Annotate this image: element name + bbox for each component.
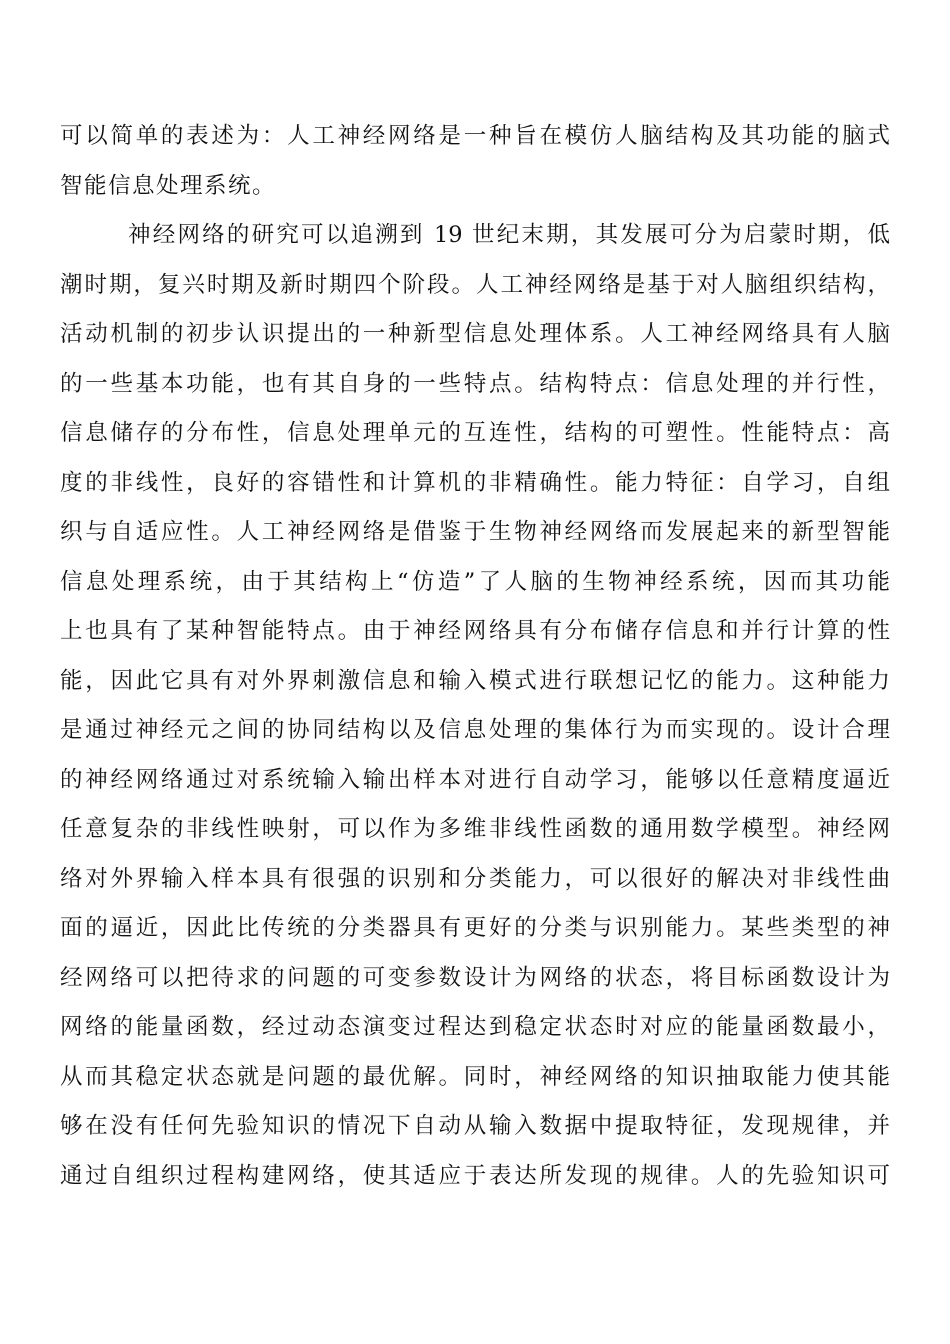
text-line: 从而其稳定状态就是问题的最优解。同时，神经网络的知识抽取能力使其能: [60, 1063, 890, 1090]
text-line: 神经网络的研究可以追溯到 19 世纪末期，其发展可分为启蒙时期，低: [128, 222, 890, 248]
text-line: 够在没有任何先验知识的情况下自动从输入数据中提取特征，发现规律，并: [60, 1113, 890, 1139]
text-line: 是通过神经元之间的协同结构以及信息处理的集体行为而实现的。设计合理: [60, 717, 890, 743]
text-line: 网络的能量函数，经过动态演变过程达到稳定状态时对应的能量函数最小，: [60, 1014, 890, 1040]
text-line: 的神经网络通过对系统输入输出样本对进行自动学习，能够以任意精度逼近: [60, 766, 890, 793]
text-line: 智能信息处理系统。: [60, 172, 277, 199]
text-line: 上也具有了某种智能特点。由于神经网络具有分布储存信息和并行计算的性: [60, 618, 890, 644]
text-line: 的一些基本功能，也有其自身的一些特点。结构特点：信息处理的并行性，: [60, 370, 890, 397]
text-line: 信息处理系统，由于其结构上“仿造”了人脑的生物神经系统，因而其功能: [60, 568, 890, 595]
text-line: 信息储存的分布性，信息处理单元的互连性，结构的可塑性。性能特点：高: [60, 420, 890, 446]
text-line: 度的非线性，良好的容错性和计算机的非精确性。能力特征：自学习，自组: [60, 469, 890, 496]
text-line: 通过自组织过程构建网络，使其适应于表达所发现的规律。人的先验知识可: [60, 1162, 890, 1189]
text-line: 经网络可以把待求的问题的可变参数设计为网络的状态，将目标函数设计为: [60, 964, 890, 991]
text-line: 能，因此它具有对外界刺激信息和输入模式进行联想记忆的能力。这种能力: [60, 667, 890, 694]
text-line: 络对外界输入样本具有很强的识别和分类能力，可以很好的解决对非线性曲: [60, 865, 890, 892]
text-line: 可以简单的表述为：人工神经网络是一种旨在模仿人脑结构及其功能的脑式: [60, 123, 890, 149]
text-line: 任意复杂的非线性映射，可以作为多维非线性函数的通用数学模型。神经网: [60, 816, 890, 842]
text-line: 潮时期，复兴时期及新时期四个阶段。人工神经网络是基于对人脑组织结构，: [60, 271, 890, 298]
text-line: 织与自适应性。人工神经网络是借鉴于生物神经网络而发展起来的新型智能: [60, 519, 890, 545]
text-line: 活动机制的初步认识提出的一种新型信息处理体系。人工神经网络具有人脑: [60, 321, 890, 347]
body-text: [60, 112, 890, 1201]
text-line: 面的逼近，因此比传统的分类器具有更好的分类与识别能力。某些类型的神: [60, 915, 890, 941]
